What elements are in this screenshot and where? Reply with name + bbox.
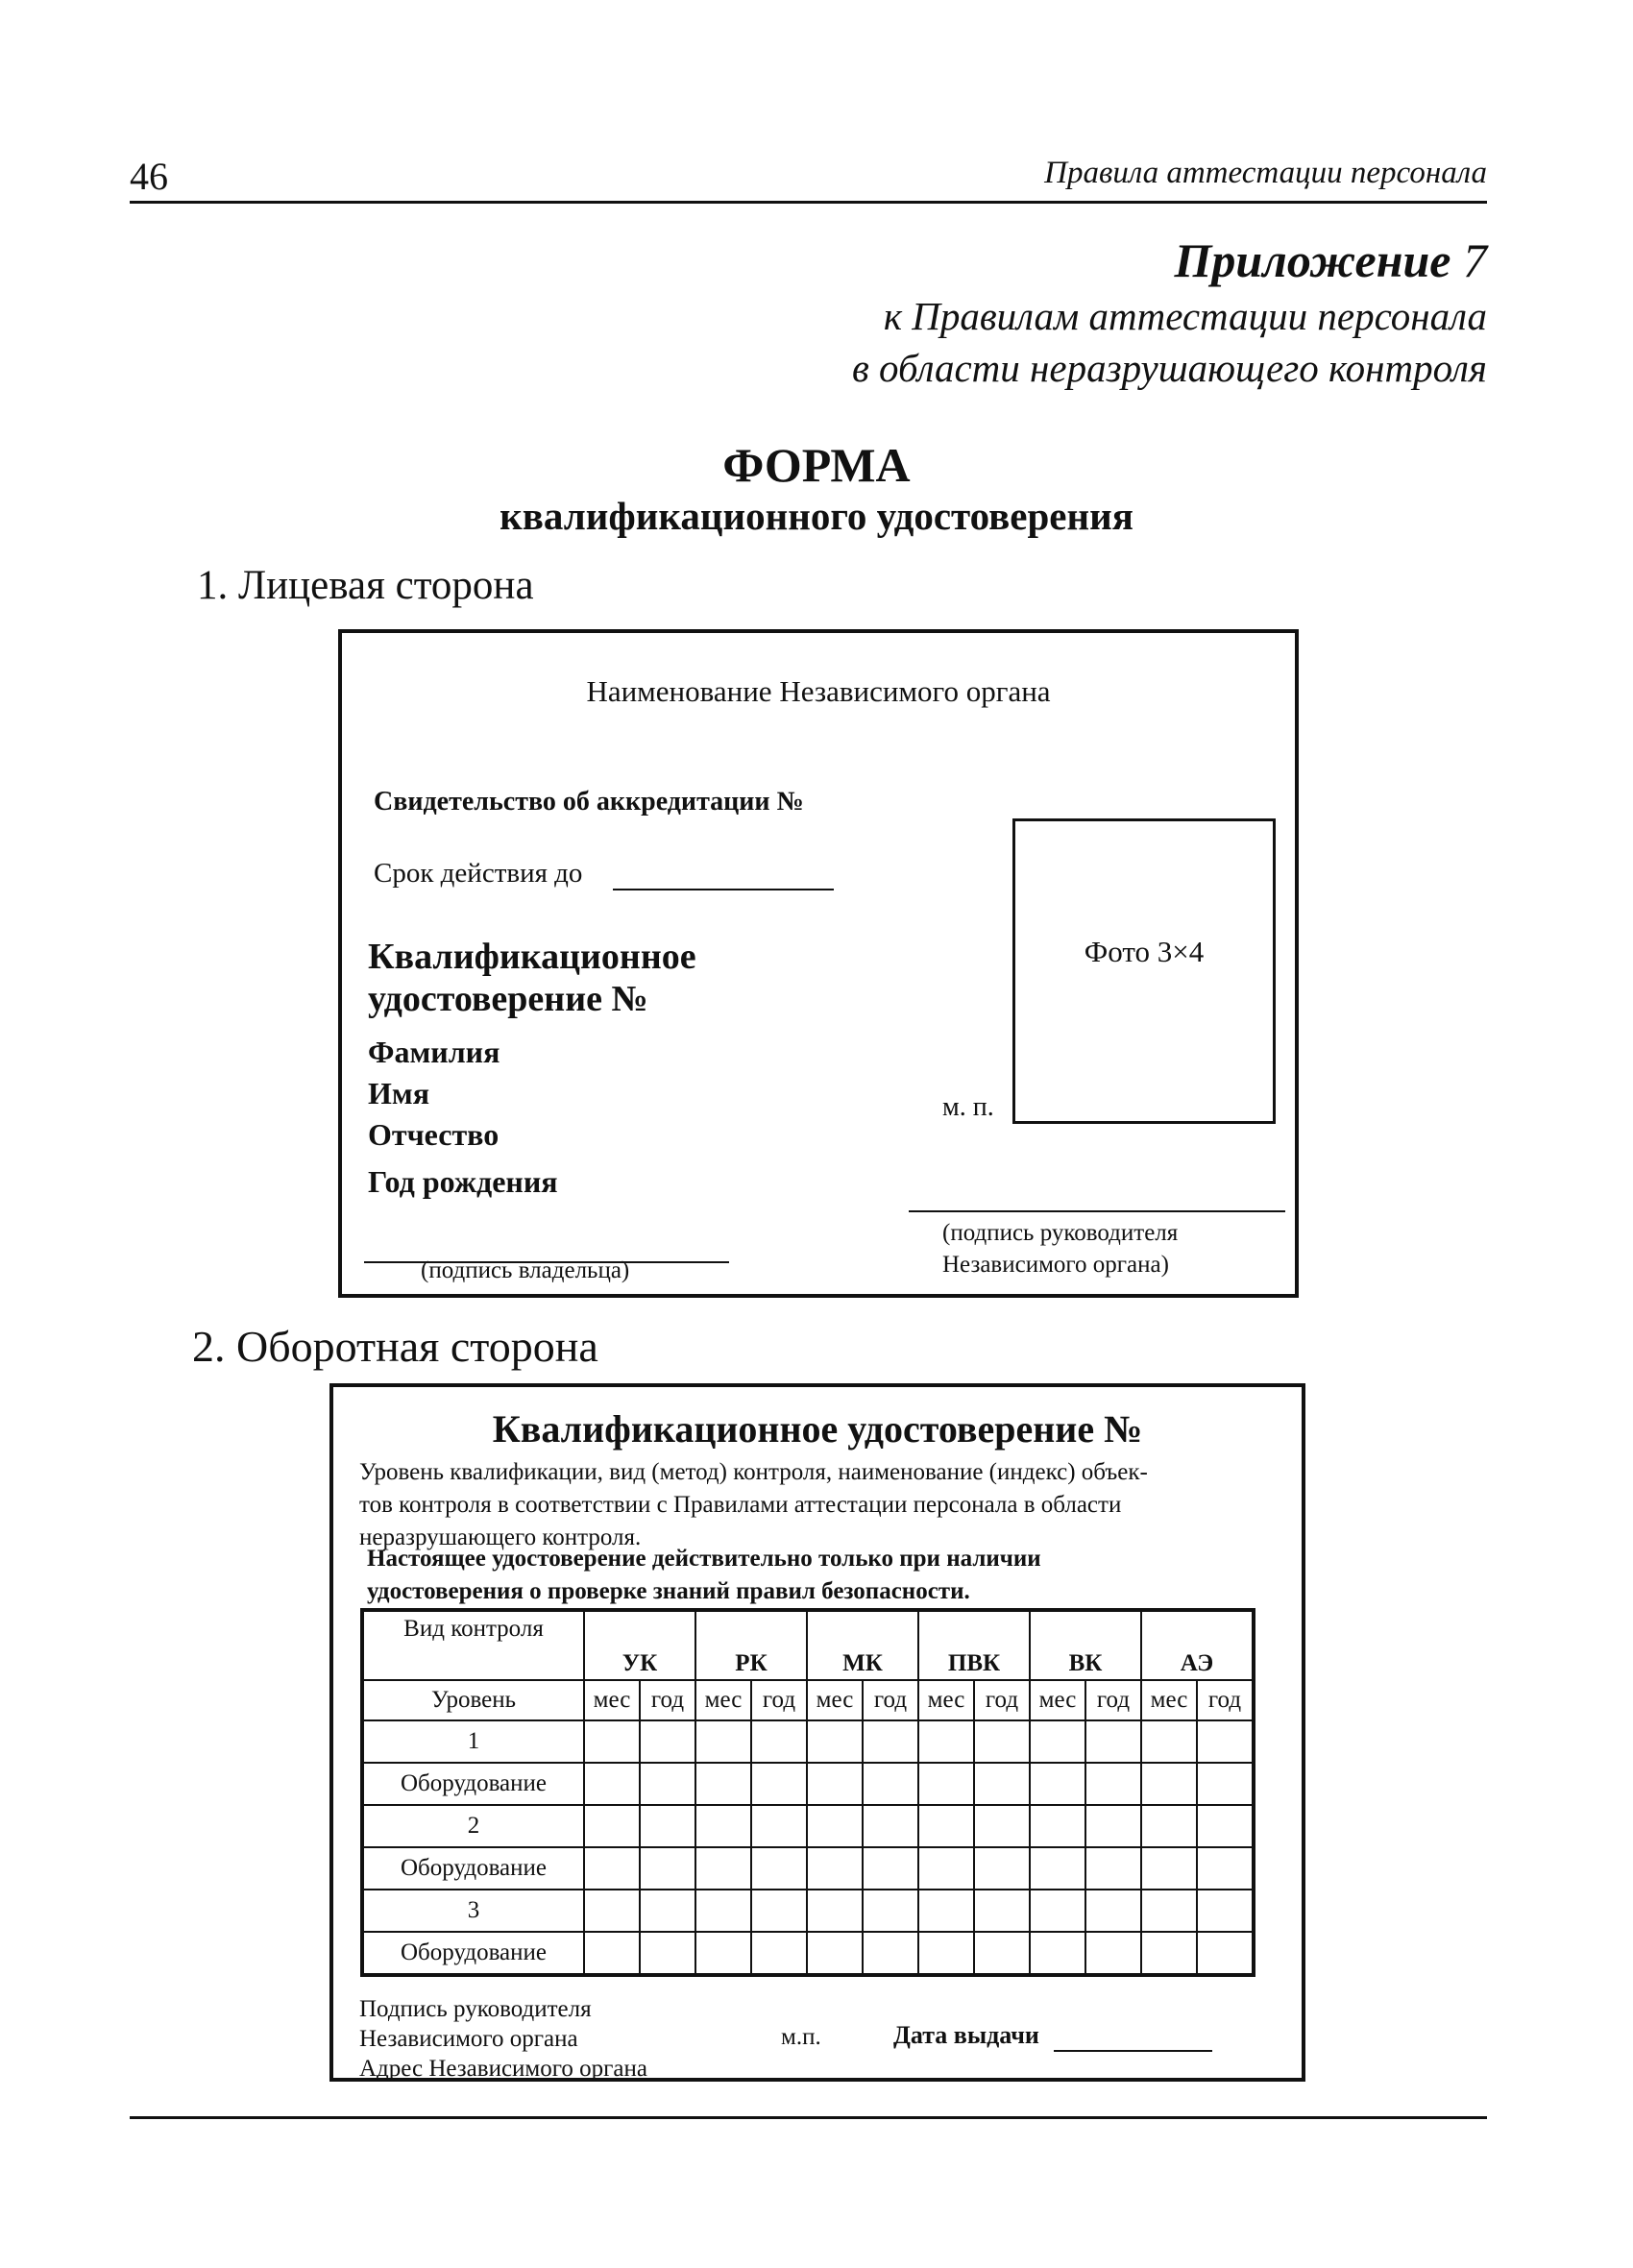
table-cell [1197, 1932, 1254, 1975]
table-cell [640, 1847, 695, 1890]
table-cell [918, 1847, 974, 1890]
back-desc-line-3: неразрушающего контроля. [359, 1524, 642, 1550]
back-note [367, 1543, 1231, 1608]
table-cell [1197, 1805, 1254, 1847]
level-header: Уровень [362, 1680, 584, 1720]
birth-year-label: Год рождения [368, 1164, 558, 1199]
row-label: 1 [362, 1720, 584, 1763]
page-number: 46 [130, 155, 168, 198]
table-cell [1085, 1763, 1141, 1805]
year-header: год [640, 1680, 695, 1720]
footer-rule [130, 2116, 1487, 2119]
appendix-line-2: к Правилам аттестации персонала [883, 294, 1487, 338]
table-cell [640, 1805, 695, 1847]
table-cell [863, 1890, 918, 1932]
table-cell [1030, 1847, 1085, 1890]
back-footer [359, 1994, 647, 2084]
appendix-number: 7 [1463, 233, 1487, 287]
table-cell [974, 1805, 1030, 1847]
table-row [362, 1932, 1254, 1975]
photo-box [1012, 818, 1276, 1124]
back-note-line-1: Настоящее удостоверение действительно только при наличии [367, 1546, 1041, 1572]
table-cell [974, 1763, 1030, 1805]
footer-head-line-1: Подпись руководителя [359, 1996, 592, 2022]
table-cell [695, 1847, 751, 1890]
year-header: год [1197, 1680, 1254, 1720]
table-cell [974, 1847, 1030, 1890]
form-subtitle: квалификационного удостоверения [500, 494, 1133, 538]
table-row [362, 1890, 1254, 1932]
table-cell [751, 1932, 807, 1975]
issue-date-label: Дата выдачи [893, 2021, 1039, 2049]
certificate-front-card [338, 629, 1299, 1298]
table-cell [1030, 1763, 1085, 1805]
method-header: МК [807, 1610, 918, 1680]
method-header: РК [695, 1610, 807, 1680]
table-cell [807, 1805, 863, 1847]
table-cell [751, 1763, 807, 1805]
table-row [362, 1763, 1254, 1805]
cert-title [368, 936, 696, 1020]
method-header: ПВК [918, 1610, 1030, 1680]
footer-head-line-2: Независимого органа [359, 2026, 578, 2052]
issue-date-line [1054, 2050, 1212, 2052]
method-header: УК [584, 1610, 695, 1680]
type-header: Вид контроля [362, 1610, 584, 1680]
year-header: год [863, 1680, 918, 1720]
qualification-table [360, 1608, 1255, 1977]
table-cell [1141, 1720, 1197, 1763]
table-cell [807, 1720, 863, 1763]
table-cell [695, 1805, 751, 1847]
table-cell [584, 1805, 640, 1847]
table-cell [863, 1932, 918, 1975]
surname-label: Фамилия [368, 1035, 500, 1069]
table-cell [751, 1890, 807, 1932]
month-header: мес [807, 1680, 863, 1720]
header-rule [130, 201, 1487, 204]
table-cell [918, 1805, 974, 1847]
table-cell [584, 1720, 640, 1763]
year-header: год [1085, 1680, 1141, 1720]
table-cell [1030, 1932, 1085, 1975]
accreditation-label: Свидетельство об аккредитации № [374, 787, 804, 817]
month-header: мес [1141, 1680, 1197, 1720]
form-title: ФОРМА [722, 438, 911, 492]
cert-title-line-2: удостоверение № [368, 979, 648, 1019]
table-cell [584, 1847, 640, 1890]
table-cell [1085, 1720, 1141, 1763]
month-header: мес [1030, 1680, 1085, 1720]
month-header: мес [584, 1680, 640, 1720]
table-cell [1030, 1720, 1085, 1763]
table-cell [1197, 1763, 1254, 1805]
patronymic-label: Отчество [368, 1117, 500, 1152]
org-name: Наименование Независимого органа [586, 674, 1051, 708]
validity-blank-line [613, 889, 834, 890]
validity-label: Срок действия до [374, 858, 583, 889]
year-header: год [974, 1680, 1030, 1720]
table-cell [863, 1847, 918, 1890]
back-title: Квалификационное удостоверение № [492, 1407, 1143, 1451]
table-cell [807, 1763, 863, 1805]
table-cell [1085, 1932, 1141, 1975]
table-cell [1197, 1847, 1254, 1890]
table-cell [918, 1890, 974, 1932]
back-stamp-place: м.п. [781, 2024, 821, 2050]
name-label: Имя [368, 1076, 429, 1110]
table-cell [584, 1763, 640, 1805]
head-signature-line [909, 1210, 1285, 1212]
table-cell [974, 1932, 1030, 1975]
appendix-line-3: в области неразрушающего контроля [852, 346, 1487, 390]
table-cell [1141, 1932, 1197, 1975]
table-cell [640, 1763, 695, 1805]
appendix-label: Приложение [1174, 233, 1451, 287]
table-cell [640, 1932, 695, 1975]
table-row [362, 1720, 1254, 1763]
back-note-line-2: удостоверения о проверке знаний правил безопасности. [367, 1578, 970, 1604]
row-label: 2 [362, 1805, 584, 1847]
section-back-heading: 2. Оборотная сторона [192, 1322, 598, 1371]
table-cell [807, 1847, 863, 1890]
table-cell [1141, 1847, 1197, 1890]
table-cell [695, 1932, 751, 1975]
table-cell [751, 1805, 807, 1847]
method-header: АЭ [1141, 1610, 1254, 1680]
table-cell [1141, 1890, 1197, 1932]
table-cell [1030, 1805, 1085, 1847]
back-description [359, 1456, 1281, 1554]
table-cell [918, 1932, 974, 1975]
table-cell [1141, 1805, 1197, 1847]
table-cell [751, 1720, 807, 1763]
stamp-place: м. п. [942, 1092, 994, 1122]
appendix-label-line [852, 231, 1487, 290]
cert-title-line-1: Квалификационное [368, 937, 696, 977]
table-cell [695, 1890, 751, 1932]
table-cell [974, 1720, 1030, 1763]
method-header: ВК [1030, 1610, 1141, 1680]
table-cell [974, 1890, 1030, 1932]
table-cell [640, 1720, 695, 1763]
running-title: Правила аттестации персонала [1044, 156, 1487, 190]
table-cell [807, 1890, 863, 1932]
table-cell [1141, 1763, 1197, 1805]
table-cell [863, 1805, 918, 1847]
month-header: мес [695, 1680, 751, 1720]
section-front-heading: 1. Лицевая сторона [197, 563, 534, 608]
table-cell [1085, 1890, 1141, 1932]
table-cell [695, 1763, 751, 1805]
table-cell [584, 1932, 640, 1975]
head-signature-caption-2: Независимого органа) [942, 1252, 1169, 1278]
table-cell [640, 1890, 695, 1932]
certificate-back-card [329, 1383, 1305, 2082]
photo-label: Фото 3×4 [1084, 935, 1205, 968]
table-cell [918, 1720, 974, 1763]
table-cell [807, 1932, 863, 1975]
table-cell [863, 1720, 918, 1763]
footer-address: Адрес Независимого органа [359, 2056, 647, 2082]
table-cell [695, 1720, 751, 1763]
row-label: Оборудование [362, 1763, 584, 1805]
table-cell [584, 1890, 640, 1932]
table-header-row [362, 1610, 1254, 1680]
head-signature-caption [942, 1217, 1178, 1280]
table-cell [1197, 1890, 1254, 1932]
month-header: мес [918, 1680, 974, 1720]
year-header: год [751, 1680, 807, 1720]
row-label: 3 [362, 1890, 584, 1932]
back-desc-line-2: тов контроля в соответствии с Правилами аттестации персонала в области [359, 1492, 1122, 1518]
table-cell [1197, 1720, 1254, 1763]
table-cell [918, 1763, 974, 1805]
table-cell [1085, 1847, 1141, 1890]
row-label: Оборудование [362, 1932, 584, 1975]
owner-signature-caption: (подпись владельца) [421, 1257, 630, 1283]
row-label: Оборудование [362, 1847, 584, 1890]
table-subheader-row [362, 1680, 1254, 1720]
table-cell [751, 1847, 807, 1890]
table-cell [1085, 1805, 1141, 1847]
table-row [362, 1847, 1254, 1890]
appendix-heading [852, 231, 1487, 394]
back-desc-line-1: Уровень квалификации, вид (метод) контроля, наименование (индекс) объек- [359, 1459, 1148, 1485]
table-row [362, 1805, 1254, 1847]
table-cell [1030, 1890, 1085, 1932]
table-cell [863, 1763, 918, 1805]
head-signature-caption-1: (подпись руководителя [942, 1220, 1179, 1246]
